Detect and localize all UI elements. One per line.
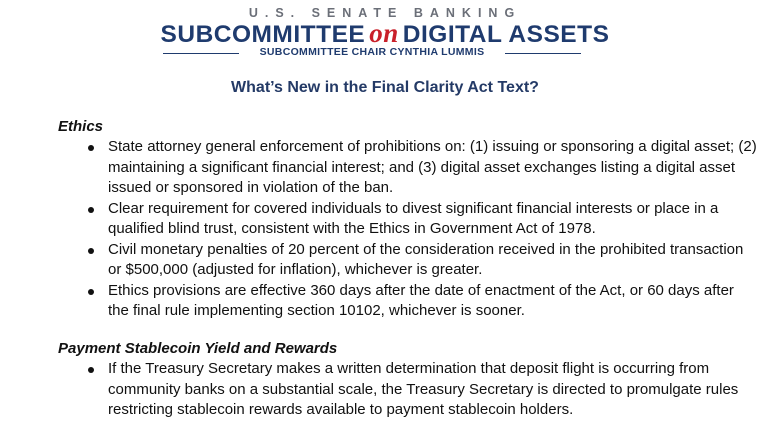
bullet-text: If the Treasury Secretary makes a written determination that deposit flight is occurring from community banks on a substantial scale, the Treasury Secretary is directed to promulgate rules restricting stablecoin rewards available to payment stablecoin holders. (108, 360, 739, 418)
bullet-icon (88, 289, 94, 295)
list-item (58, 137, 758, 199)
letterhead-top-line: U.S. SENATE BANKING (248, 6, 522, 20)
letterhead-main-before: SUBCOMMITTEE (160, 21, 366, 48)
letterhead-subline-row (163, 46, 581, 60)
letterhead-subline: SUBCOMMITTEE CHAIR CYNTHIA LUMMIS (259, 46, 485, 58)
ethics-bullet-list (58, 137, 758, 322)
list-item (58, 281, 758, 322)
bullet-text: Clear requirement for covered individuals to divest significant financial interests or place in a qualified blind trust, consistent with the Ethics in Government Act of 1978. (108, 199, 719, 237)
section-heading-ethics: Ethics (58, 118, 104, 135)
bullet-icon (88, 367, 94, 373)
bullet-icon (88, 207, 94, 213)
bullet-text: State attorney general enforcement of prohibitions on: (1) issuing or sponsoring a digital asset; (2) maintaining a significant financial interest; and (3) digital asset exchanges listing a digital asset issued or sponsored in violation of the ban. (108, 138, 757, 196)
list-item (58, 199, 758, 240)
letterhead-main-after: DIGITAL ASSETS (402, 21, 610, 48)
list-item (58, 359, 758, 421)
bullet-icon (88, 248, 94, 254)
list-item (58, 240, 758, 281)
document-title: What’s New in the Final Clarity Act Text? (231, 79, 539, 96)
section-heading-stablecoin: Payment Stablecoin Yield and Rewards (58, 340, 338, 357)
letterhead-main-on: on (369, 18, 399, 48)
bullet-text: Civil monetary penalties of 20 percent of the consideration received in the prohibited transaction or $500,000 (adjusted for inflation), whichever is greater. (108, 240, 744, 278)
stablecoin-bullet-list (58, 359, 758, 421)
bullet-text: Ethics provisions are effective 360 days after the date of enactment of the Act, or 60 days after the final rule implementing section 10102, whichever is sooner. (108, 281, 734, 319)
letterhead (0, 0, 770, 62)
bullet-icon (88, 145, 94, 151)
letterhead-main (0, 18, 770, 49)
